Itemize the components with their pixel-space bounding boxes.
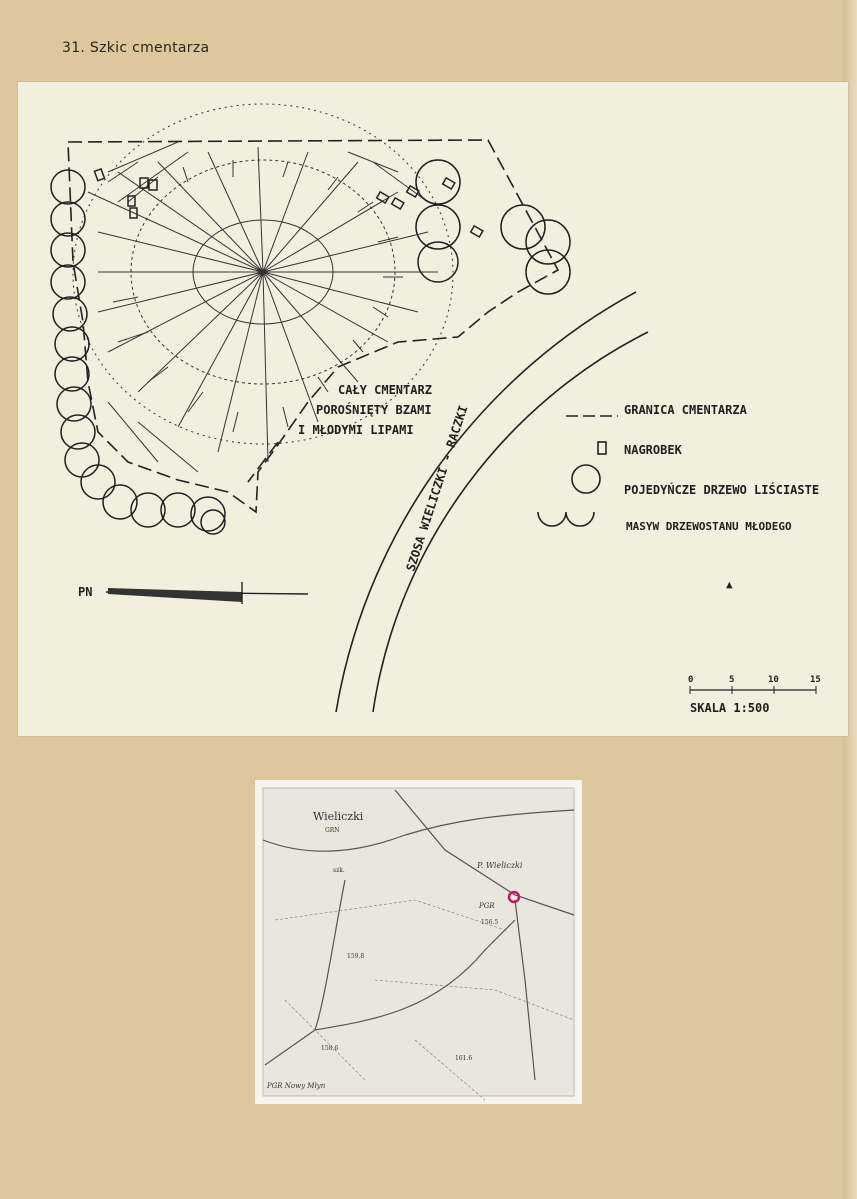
legend-label-tombstone: NAGROBEK xyxy=(624,443,682,457)
legend-tombstone-symbol xyxy=(598,442,606,454)
map-label-elev-1598: 159.8 xyxy=(347,953,365,960)
scale-tick-0: 0 xyxy=(688,675,694,685)
area-label-line-1: CAŁY CMENTARZ xyxy=(338,383,432,397)
road-edges xyxy=(336,292,648,712)
cemetery-sketch-drawing xyxy=(18,82,848,736)
map-label-elev-1565: 156.5 xyxy=(481,919,499,926)
map-label-elev-1616: 161.6 xyxy=(455,1055,473,1062)
map-label-wieliczki: Wieliczki xyxy=(313,810,364,823)
scale-bar xyxy=(688,675,821,715)
figure-caption: 31. Szkic cmentarza xyxy=(62,40,210,56)
map-label-pgr: PGR xyxy=(479,902,495,910)
road-label: SZOSA WIELICZKI - RACZKI xyxy=(403,403,471,573)
legend-label-boundary: GRANICA CMENTARZA xyxy=(624,403,747,417)
scale-tick-5: 5 xyxy=(729,675,735,685)
cemetery-sketch-sheet xyxy=(18,82,848,736)
legend-label-woodland: MASYW DRZEWOSTANU MŁODEGO xyxy=(626,520,792,533)
area-label-line-3: I MŁODYMI LIPAMI xyxy=(298,423,414,437)
tree-row xyxy=(51,160,570,534)
area-label-line-2: POROŚNIĘTY BZAMI xyxy=(316,403,432,417)
cemetery-boundary xyxy=(68,140,558,512)
legend-tree-symbol xyxy=(572,465,600,493)
stray-mark: ▲ xyxy=(726,578,733,591)
scale-tick-15: 15 xyxy=(810,675,821,685)
north-arrow xyxy=(78,582,308,604)
north-label: PN xyxy=(78,585,93,599)
map-label-p-wieliczki: P. Wieliczki xyxy=(477,861,523,870)
legend-woodland-symbol xyxy=(538,512,594,526)
map-label-pgr-nowy-mlyn: PGR Nowy Młyn xyxy=(267,1082,326,1090)
legend-label-tree: POJEDYŃCZE DRZEWO LIŚCIASTE xyxy=(624,483,820,497)
topographic-map xyxy=(255,780,582,1104)
map-label-szk: szk. xyxy=(333,867,345,874)
scale-tick-10: 10 xyxy=(768,675,779,685)
location-map-photo xyxy=(255,780,582,1104)
legend xyxy=(538,403,819,533)
map-label-elev-1586: 158.6 xyxy=(321,1045,339,1052)
scale-label: SKALA 1:500 xyxy=(690,701,770,715)
map-label-grn: GRN xyxy=(325,827,340,834)
